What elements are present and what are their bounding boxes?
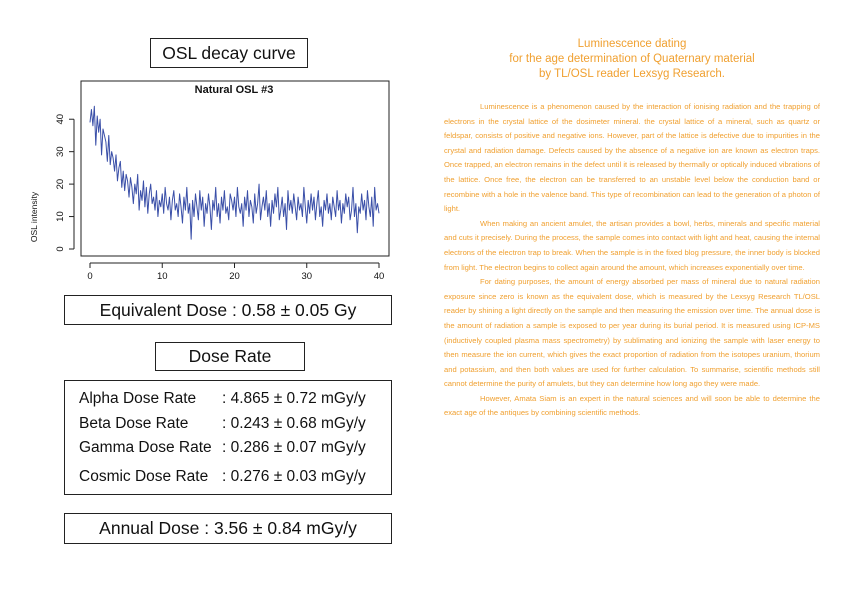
- osl-series-line: [90, 106, 379, 239]
- osl-decay-chart: [20, 75, 392, 287]
- y-tick-label: 10: [55, 211, 66, 222]
- rate-value: : 0.276 ± 0.03 mGy/y: [222, 468, 366, 485]
- y-tick-label: 20: [55, 178, 66, 190]
- dose-rates-box: [64, 380, 392, 495]
- rate-label: Cosmic Dose Rate: [79, 468, 209, 485]
- description-panel: [444, 37, 820, 421]
- paragraph: When making an ancient amulet, the artisan provides a bowl, herbs, minerals and specific material and cuts it precisely. During the process, the sample comes into contact with light and heat, causing the internal electrons of the electron trap to break. When the sample is in the fixed blog pressure, the inner body is blocked from light. The electron begins to collect again around the amount, which increases exponentially over time.: [444, 218, 820, 272]
- chart-title: Natural OSL #3: [194, 84, 274, 96]
- x-tick-label: 0: [87, 271, 93, 282]
- heading-line: by TL/OSL reader Lexsyg Research.: [538, 68, 725, 80]
- y-tick-label: 40: [55, 113, 66, 125]
- equivalent-dose: Equivalent Dose : 0.58 ± 0.05 Gy: [99, 299, 357, 320]
- equivalent-dose-box: [64, 295, 392, 325]
- osl-title: OSL decay curve: [162, 42, 296, 63]
- article-heading: [444, 37, 820, 82]
- rate-value: : 4.865 ± 0.72 mGy/y: [222, 390, 366, 407]
- osl-title-box: [150, 38, 308, 68]
- dose-rate-title-box: [155, 342, 305, 371]
- x-tick-label: 20: [229, 271, 240, 282]
- paragraph: For dating purposes, the amount of energy absorbed per mass of mineral due to natural radiation exposure since zero is known as the equivalent dose, which is measured by the Lexsyg Research TL/OSL reader by shining a light directly on the sample and then measuring the emission over time. The annual dose is the amount of radiation a sample is exposed to per year during its burial period. It is measured using ICP-MS (inductively coupled plasma mass spectrometry) by sublimating and ionizing the sample with laser energy to then measure the ion current, which gives the exact proportion of radiation from the isotopes uranium, thorium and potassium, and then both values are used for further calculation. To summarise, scientific methods still cannot determine the purity of amulets, but they can determine how long ago they were made.: [444, 277, 820, 389]
- paragraph: However, Amata Siam is an expert in the natural sciences and will soon be able to determine the exact age of the antiques by combining scientific methods.: [444, 393, 820, 418]
- rate-value: : 0.286 ± 0.07 mGy/y: [222, 439, 366, 456]
- rate-value: : 0.243 ± 0.68 mGy/y: [222, 415, 366, 432]
- x-tick-label: 10: [156, 271, 168, 282]
- plot-frame: [81, 81, 389, 256]
- y-tick-label: 0: [55, 246, 66, 252]
- axes: [55, 114, 384, 282]
- x-tick-label: 40: [373, 271, 385, 282]
- heading-line: for the age determination of Quaternary material: [509, 53, 755, 65]
- rate-label: Alpha Dose Rate: [79, 390, 197, 407]
- rate-label: Gamma Dose Rate: [79, 439, 212, 456]
- annual-dose: Annual Dose : 3.56 ± 0.84 mGy/y: [99, 518, 357, 538]
- x-tick-label: 30: [301, 271, 313, 282]
- dose-rate-title: Dose Rate: [188, 346, 272, 366]
- y-tick-label: 30: [55, 146, 66, 157]
- heading-line: Luminescence dating: [577, 38, 687, 50]
- paragraph: Luminescence is a phenomenon caused by the interaction of ionising radiation and the trapping of electrons in the crystal lattice of the dosimeter mineral. the crystal lattice of a mineral, such as quartz or feldspar, consists of positive and negative ions. However, part of the lattice is defective due to impurities in the crystal and radiation damage. Defects caused by the absence of a negative ion are known as electron traps. Once trapped, an electron remains in the defect until it is released by thermally or optically induced vibrations of the lattice. Once free, the electron can be transferred to an unstable level below the conduction band or recombine with a hole in the valence band. This type of recombination can lead to the generation of a photon of light.: [444, 102, 820, 214]
- rate-label: Beta Dose Rate: [79, 415, 189, 432]
- y-axis-label: OSL intensity: [29, 191, 39, 243]
- annual-dose-box: [64, 513, 392, 544]
